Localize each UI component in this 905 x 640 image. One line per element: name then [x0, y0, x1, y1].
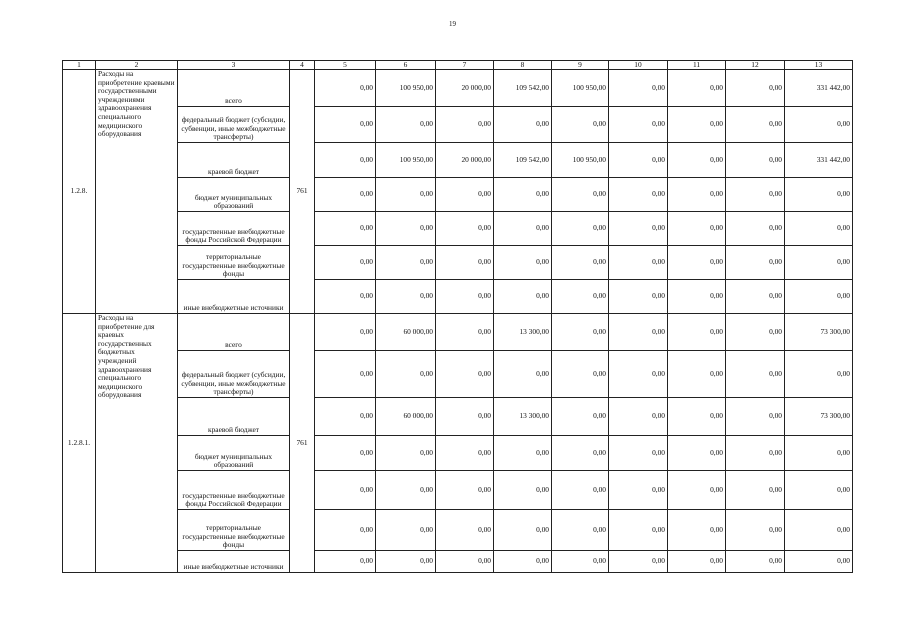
amount-cell: 0,00 — [785, 471, 853, 510]
column-number: 12 — [726, 61, 785, 70]
amount-cell: 0,00 — [668, 246, 726, 280]
amount-cell: 0,00 — [609, 436, 668, 471]
amount-cell: 0,00 — [668, 107, 726, 143]
amount-cell: 0,00 — [315, 351, 376, 398]
table-body — [63, 61, 853, 573]
table-row — [63, 314, 853, 351]
amount-cell: 0,00 — [552, 314, 609, 351]
amount-cell: 0,00 — [315, 398, 376, 436]
amount-cell: 0,00 — [668, 551, 726, 573]
amount-cell: 0,00 — [785, 246, 853, 280]
amount-cell: 0,00 — [494, 212, 552, 246]
amount-cell: 0,00 — [668, 70, 726, 107]
amount-cell: 0,00 — [726, 107, 785, 143]
amount-cell: 0,00 — [436, 314, 494, 351]
amount-cell: 20 000,00 — [436, 143, 494, 178]
amount-cell: 0,00 — [494, 436, 552, 471]
amount-cell: 0,00 — [552, 436, 609, 471]
amount-cell: 0,00 — [785, 212, 853, 246]
amount-cell: 0,00 — [494, 551, 552, 573]
amount-cell: 0,00 — [552, 212, 609, 246]
amount-cell: 0,00 — [609, 551, 668, 573]
amount-cell: 0,00 — [494, 178, 552, 212]
amount-cell: 0,00 — [609, 178, 668, 212]
amount-cell: 0,00 — [785, 510, 853, 551]
column-number: 9 — [552, 61, 609, 70]
funding-source: федеральный бюджет (субсидии, субвенции, иные межбюджетные трансферты) — [178, 351, 290, 398]
column-number: 1 — [63, 61, 96, 70]
amount-cell: 0,00 — [376, 551, 436, 573]
budget-code: 761 — [290, 314, 315, 573]
funding-source: краевой бюджет — [178, 143, 290, 178]
amount-cell: 0,00 — [785, 280, 853, 314]
amount-cell: 0,00 — [436, 436, 494, 471]
amount-cell: 73 300,00 — [785, 398, 853, 436]
amount-cell: 0,00 — [436, 246, 494, 280]
amount-cell: 0,00 — [726, 246, 785, 280]
table-row — [63, 212, 853, 246]
funding-source: иные внебюджетные источники — [178, 551, 290, 573]
column-number: 5 — [315, 61, 376, 70]
amount-cell: 0,00 — [609, 398, 668, 436]
amount-cell: 0,00 — [436, 107, 494, 143]
amount-cell: 0,00 — [494, 510, 552, 551]
table-row — [63, 107, 853, 143]
amount-cell: 0,00 — [552, 280, 609, 314]
item-description: Расходы на приобретение для краевых государственных бюджетных учреждений здравоохранения специального медицинского оборудования — [96, 314, 178, 573]
amount-cell: 0,00 — [376, 351, 436, 398]
column-number: 13 — [785, 61, 853, 70]
funding-source: территориальные государственные внебюджетные фонды — [178, 510, 290, 551]
amount-cell: 0,00 — [609, 510, 668, 551]
amount-cell: 0,00 — [315, 510, 376, 551]
table-row — [63, 398, 853, 436]
amount-cell: 0,00 — [552, 107, 609, 143]
page-number: 19 — [449, 20, 456, 28]
amount-cell: 0,00 — [726, 178, 785, 212]
amount-cell: 13 300,00 — [494, 314, 552, 351]
amount-cell: 0,00 — [552, 246, 609, 280]
amount-cell: 0,00 — [552, 510, 609, 551]
amount-cell: 0,00 — [436, 510, 494, 551]
column-number: 10 — [609, 61, 668, 70]
amount-cell: 0,00 — [726, 143, 785, 178]
amount-cell: 0,00 — [376, 471, 436, 510]
funding-source: бюджет муниципальных образований — [178, 436, 290, 471]
amount-cell: 0,00 — [726, 398, 785, 436]
table-row — [63, 178, 853, 212]
amount-cell: 0,00 — [376, 280, 436, 314]
amount-cell: 0,00 — [609, 314, 668, 351]
amount-cell: 0,00 — [315, 178, 376, 212]
amount-cell: 331 442,00 — [785, 143, 853, 178]
amount-cell: 0,00 — [315, 551, 376, 573]
amount-cell: 0,00 — [552, 351, 609, 398]
amount-cell: 100 950,00 — [376, 70, 436, 107]
table-row — [63, 246, 853, 280]
amount-cell: 0,00 — [726, 551, 785, 573]
item-description: Расходы на приобретение краевыми государственными учреждениями здравоохранения специального медицинского оборудования — [96, 70, 178, 314]
amount-cell: 0,00 — [494, 280, 552, 314]
funding-source: всего — [178, 314, 290, 351]
column-number: 4 — [290, 61, 315, 70]
amount-cell: 0,00 — [552, 178, 609, 212]
funding-source: федеральный бюджет (субсидии, субвенции, иные межбюджетные трансферты) — [178, 107, 290, 143]
amount-cell: 0,00 — [376, 212, 436, 246]
amount-cell: 60 000,00 — [376, 314, 436, 351]
amount-cell: 0,00 — [436, 280, 494, 314]
amount-cell: 0,00 — [726, 280, 785, 314]
amount-cell: 0,00 — [436, 551, 494, 573]
amount-cell: 0,00 — [552, 551, 609, 573]
amount-cell: 0,00 — [609, 471, 668, 510]
table-row — [63, 143, 853, 178]
column-number: 3 — [178, 61, 290, 70]
amount-cell: 0,00 — [494, 351, 552, 398]
amount-cell: 0,00 — [668, 280, 726, 314]
amount-cell: 0,00 — [609, 143, 668, 178]
column-number: 7 — [436, 61, 494, 70]
amount-cell: 0,00 — [436, 398, 494, 436]
funding-source: территориальные государственные внебюджетные фонды — [178, 246, 290, 280]
funding-source: краевой бюджет — [178, 398, 290, 436]
funding-source: иные внебюджетные источники — [178, 280, 290, 314]
amount-cell: 0,00 — [668, 143, 726, 178]
table-row — [63, 510, 853, 551]
amount-cell: 13 300,00 — [494, 398, 552, 436]
column-number-row — [63, 61, 853, 70]
funding-source: государственные внебюджетные фонды Российской Федерации — [178, 212, 290, 246]
amount-cell: 0,00 — [376, 246, 436, 280]
amount-cell: 0,00 — [376, 178, 436, 212]
amount-cell: 0,00 — [785, 178, 853, 212]
amount-cell: 0,00 — [785, 551, 853, 573]
amount-cell: 0,00 — [726, 70, 785, 107]
amount-cell: 0,00 — [609, 246, 668, 280]
amount-cell: 0,00 — [315, 314, 376, 351]
amount-cell: 0,00 — [785, 351, 853, 398]
amount-cell: 331 442,00 — [785, 70, 853, 107]
item-code: 1.2.8. — [63, 70, 96, 314]
amount-cell: 0,00 — [376, 436, 436, 471]
amount-cell: 0,00 — [315, 436, 376, 471]
amount-cell: 0,00 — [609, 212, 668, 246]
amount-cell: 0,00 — [609, 107, 668, 143]
amount-cell: 0,00 — [552, 471, 609, 510]
amount-cell: 0,00 — [315, 246, 376, 280]
amount-cell: 0,00 — [609, 280, 668, 314]
column-number: 8 — [494, 61, 552, 70]
budget-table — [62, 60, 853, 573]
amount-cell: 0,00 — [436, 178, 494, 212]
amount-cell: 0,00 — [785, 107, 853, 143]
amount-cell: 0,00 — [436, 351, 494, 398]
amount-cell: 0,00 — [726, 314, 785, 351]
column-number: 11 — [668, 61, 726, 70]
amount-cell: 0,00 — [494, 246, 552, 280]
amount-cell: 100 950,00 — [552, 70, 609, 107]
amount-cell: 0,00 — [668, 351, 726, 398]
amount-cell: 0,00 — [315, 212, 376, 246]
amount-cell: 100 950,00 — [376, 143, 436, 178]
amount-cell: 0,00 — [668, 212, 726, 246]
table-row — [63, 551, 853, 573]
amount-cell: 0,00 — [668, 314, 726, 351]
amount-cell: 0,00 — [315, 471, 376, 510]
table-row — [63, 280, 853, 314]
amount-cell: 0,00 — [726, 351, 785, 398]
amount-cell: 0,00 — [494, 107, 552, 143]
amount-cell: 0,00 — [552, 398, 609, 436]
amount-cell: 0,00 — [785, 436, 853, 471]
amount-cell: 0,00 — [376, 510, 436, 551]
amount-cell: 0,00 — [315, 143, 376, 178]
amount-cell: 0,00 — [668, 471, 726, 510]
amount-cell: 109 542,00 — [494, 70, 552, 107]
funding-source: бюджет муниципальных образований — [178, 178, 290, 212]
funding-source: государственные внебюджетные фонды Российской Федерации — [178, 471, 290, 510]
amount-cell: 100 950,00 — [552, 143, 609, 178]
table-row — [63, 471, 853, 510]
amount-cell: 0,00 — [609, 70, 668, 107]
amount-cell: 0,00 — [668, 398, 726, 436]
item-code: 1.2.8.1. — [63, 314, 96, 573]
amount-cell: 60 000,00 — [376, 398, 436, 436]
budget-code: 761 — [290, 70, 315, 314]
amount-cell: 73 300,00 — [785, 314, 853, 351]
amount-cell: 0,00 — [436, 471, 494, 510]
amount-cell: 0,00 — [726, 471, 785, 510]
amount-cell: 109 542,00 — [494, 143, 552, 178]
amount-cell: 0,00 — [376, 107, 436, 143]
amount-cell: 0,00 — [668, 436, 726, 471]
amount-cell: 0,00 — [315, 70, 376, 107]
amount-cell: 0,00 — [315, 107, 376, 143]
amount-cell: 0,00 — [726, 436, 785, 471]
amount-cell: 0,00 — [668, 510, 726, 551]
table-row — [63, 436, 853, 471]
amount-cell: 0,00 — [315, 280, 376, 314]
amount-cell: 0,00 — [436, 212, 494, 246]
funding-source: всего — [178, 70, 290, 107]
column-number: 6 — [376, 61, 436, 70]
amount-cell: 0,00 — [726, 212, 785, 246]
table-row — [63, 70, 853, 107]
amount-cell: 0,00 — [726, 510, 785, 551]
amount-cell: 0,00 — [609, 351, 668, 398]
column-number: 2 — [96, 61, 178, 70]
amount-cell: 0,00 — [494, 471, 552, 510]
amount-cell: 0,00 — [668, 178, 726, 212]
table-row — [63, 351, 853, 398]
amount-cell: 20 000,00 — [436, 70, 494, 107]
